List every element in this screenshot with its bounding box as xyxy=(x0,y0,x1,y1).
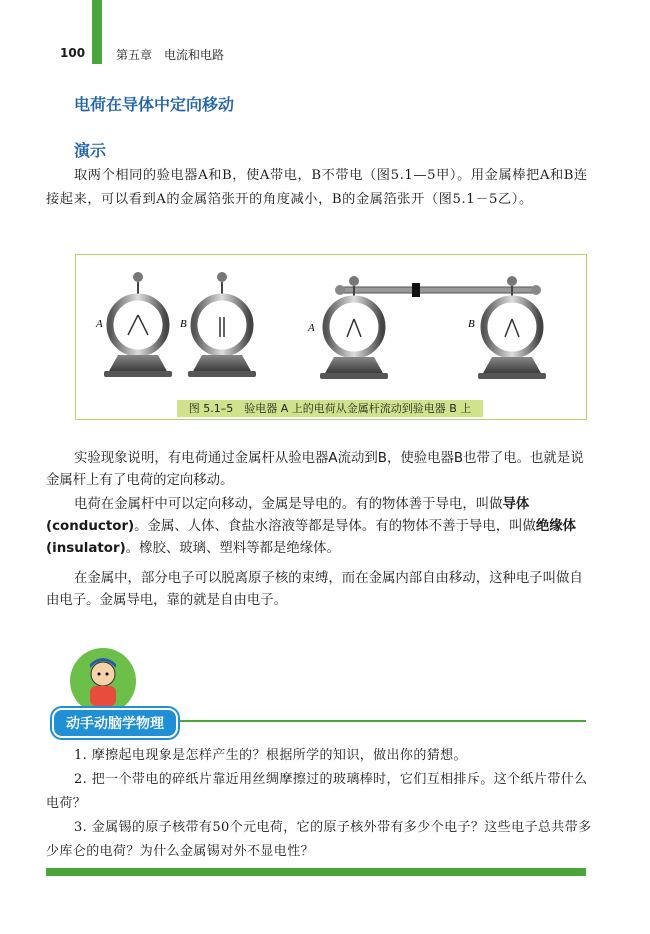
section-title: 电荷在导体中定向移动 xyxy=(74,95,235,114)
figure-caption: 图 5.1–5 验电器 A 上的电荷从金属杆流动到验电器 B 上 xyxy=(76,400,584,416)
electroscope-a-left xyxy=(104,272,172,377)
paragraph-3: 在金属中，部分电子可以脱离原子核的束缚，而在金属内部自由移动，这种电子叫做自由电子。金属导电，靠的就是自由电子。 xyxy=(46,571,583,608)
demo-paragraph: 取两个相同的验电器A和B，使A带电，B不带电（图5.1—5甲）。用金属棒把A和B连接起来，可以看到A的金属箔张开的角度减小，B的金属箔张开（图5.1－5乙）。 xyxy=(46,168,588,207)
chapter-title: 第五章 电流和电路 xyxy=(116,48,225,62)
question-3: 3. 金属锡的原子核带有50个元电荷，它的原子核外带有多少个电子？这些电子总共带多少库仑的电荷？为什么金属锡对外不显电性？ xyxy=(46,820,592,859)
activity-banner: 动手动脑学物理 xyxy=(52,708,178,738)
footer-green-bar xyxy=(46,868,586,876)
label-a-left: A xyxy=(96,318,103,330)
electroscope-b-left xyxy=(188,272,256,377)
label-b-left: B xyxy=(180,318,187,330)
electroscope-figure xyxy=(75,254,587,420)
label-b-right: B xyxy=(468,318,475,330)
paragraph-1: 实验现象说明，有电荷通过金属杆从验电器A流动到B，使验电器B也带了电。也就是说金属杆上有了电荷的定向移动。 xyxy=(46,451,584,488)
label-a-right: A xyxy=(308,322,315,334)
paragraph-2: 电荷在金属杆中可以定向移动，金属是导电的。有的物体善于导电，叫做导体(conductor)。金属、人体、食盐水溶液等都是导体。有的物体不善于导电，叫做绝缘体(insulator)。橡胶、玻璃、塑料等都是绝缘体。 xyxy=(46,497,577,556)
question-2: 2. 把一个带电的碎纸片靠近用丝绸摩擦过的玻璃棒时，它们互相排斥。这个纸片带什么电荷？ xyxy=(46,772,588,811)
electroscope-illustration xyxy=(76,255,586,419)
term-insulator: 绝缘体(insulator) xyxy=(46,519,577,556)
header-green-bar xyxy=(92,0,102,64)
demo-heading: 演示 xyxy=(74,141,107,160)
cartoon-student-icon xyxy=(70,648,136,714)
page-number: 100 xyxy=(60,46,86,60)
question-1: 1. 摩擦起电现象是怎样产生的？根据所学的知识，做出你的猜想。 xyxy=(74,748,467,763)
term-conductor: 导体(conductor) xyxy=(46,497,530,534)
